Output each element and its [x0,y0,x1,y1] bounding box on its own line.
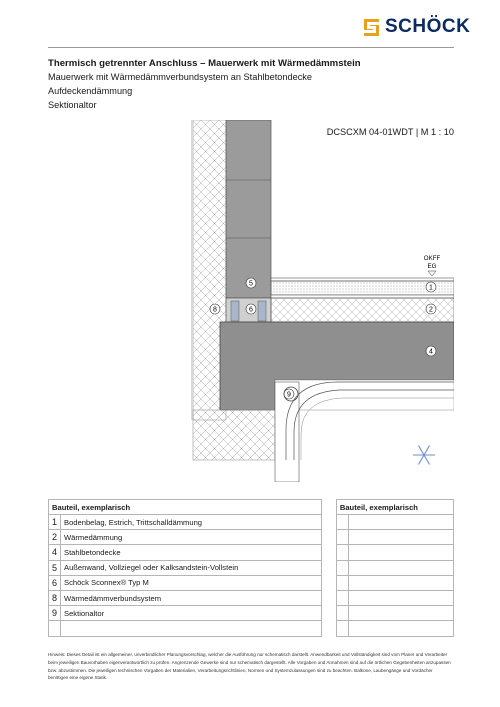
logo-text: SCHÖCK [385,16,471,37]
table-row: 2 Wärmedämmung [49,530,454,545]
table-row: 8 Wärmedämmverbundsystem [49,590,454,605]
table-row: 4 Stahlbetondecke [49,545,454,560]
level-label-2: EG [427,263,437,270]
level-label: OKFF [423,255,441,262]
marker-8: 8 [213,306,217,314]
subtitle-line-2: Aufdeckendämmung [48,86,133,96]
marker-9: 9 [287,391,291,399]
schoeck-logo [364,16,470,38]
marker-5: 5 [249,280,253,288]
snowflake-icon [413,446,435,465]
table-row: 1 Bodenbelag, Estrich, Trittschalldämmung [49,515,454,530]
marker-6: 6 [249,306,253,314]
table-header-left: Bauteil, exemplarisch [49,500,322,515]
header-divider [48,47,454,48]
subtitle-line-1: Mauerwerk mit Wärmedämmverbundsystem an Stahlbetondecke [48,72,312,82]
logo-mark-icon [364,19,379,36]
marker-1: 1 [429,284,433,292]
table-row: 5 Außenwand, Vollziegel oder Kalksandstein-Vollstein [49,560,454,575]
marker-2: 2 [429,306,433,314]
parts-table [48,499,454,637]
page-title: Thermisch getrennter Anschluss – Mauerwerk mit Wärmedämmstein [48,58,361,69]
marker-4: 4 [429,348,433,356]
section-drawing [48,120,454,482]
table-row [49,621,454,636]
masonry-wall [226,120,271,298]
table-row: 9 Sektionaltor [49,606,454,621]
table-header-right: Bauteil, exemplarisch [336,500,453,515]
table-row: 6 Schöck Sconnex® Typ M [49,575,454,590]
drawing-code: DCSCXM 04-01WDT | M 1 : 10 [326,127,454,137]
disclaimer-note: Hinweis: Dieses Detail ist ein allgemeiner, unverbindlicher Planungsvorschlag, welcher die Ausführung nur schematisch darstellt. Anwendbarkeit und Vollständigkeit sind vom Planer und Verarbeiter beim jeweiligen Bauvorhaben eigenverantwortlich zu prüfen. Angrenzende Gewerke sind nur schematisch dargestellt. Alle Vorgaben und Annahmen sind auf die örtlichen Gegebenheiten anzupassen bzw. abzustimmen. Die jeweiligen technischen Vorgaben der Materialien, Verarbeitungsrichtlinien, Normen und Systemzulassungen sind zu beachten. Balkone, Laubengänge und Vordächer benötigen eine eigene Statik. [48,652,451,681]
subtitle-line-3: Sektionaltor [48,100,97,110]
